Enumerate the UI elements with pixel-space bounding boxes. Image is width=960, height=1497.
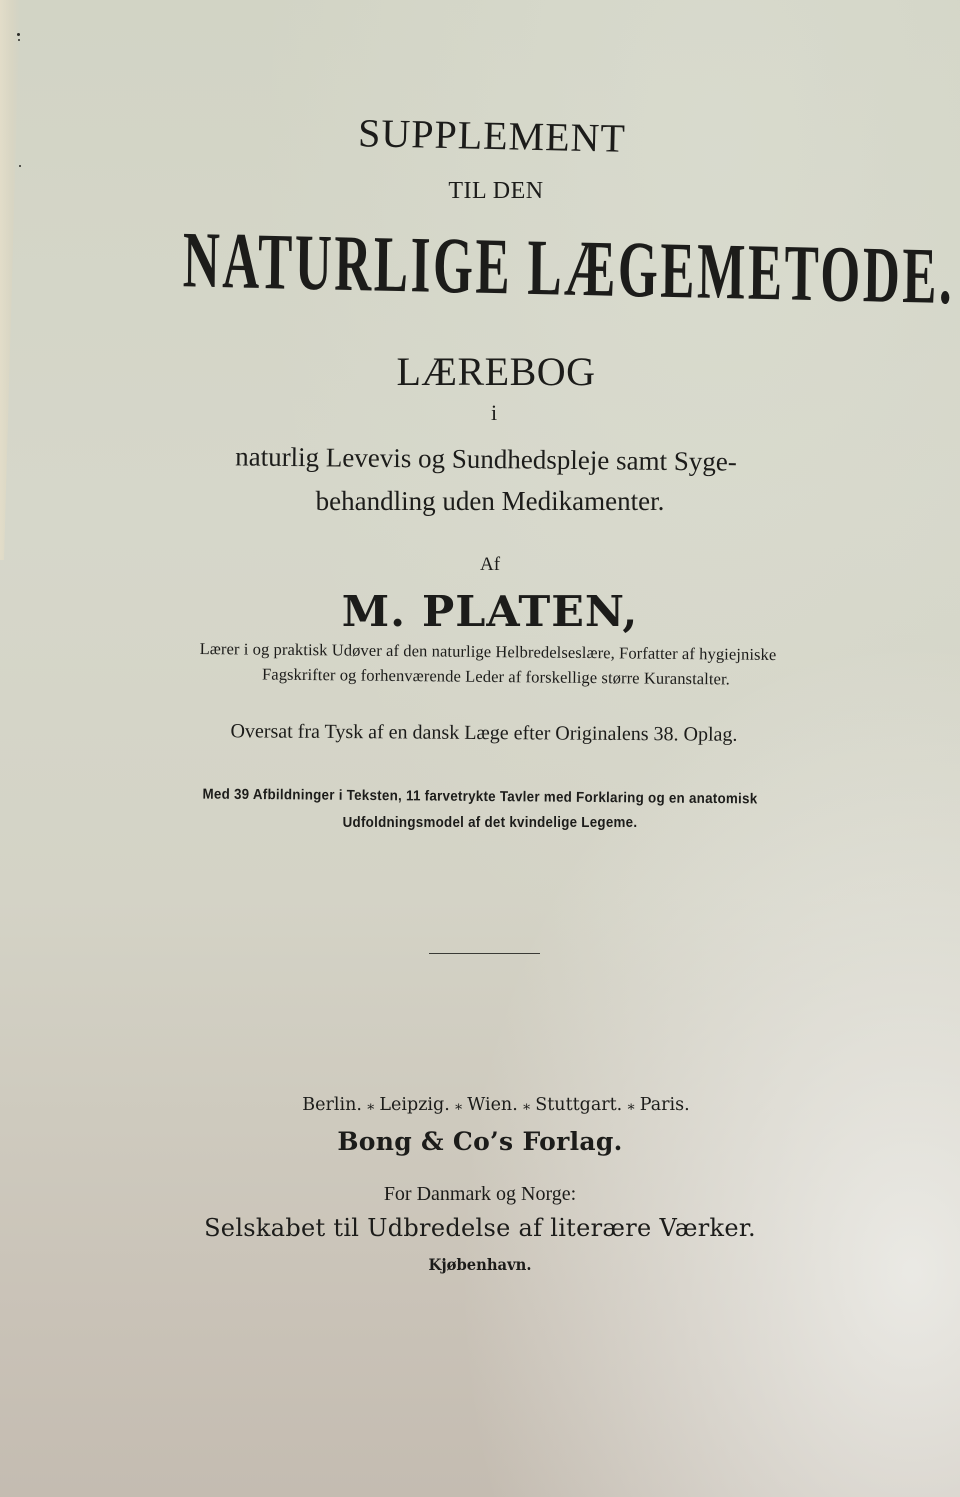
connector-i: i	[490, 400, 498, 425]
subtitle-line-1: naturlig Levevis og Sundhedspleje samt Syge-	[235, 441, 737, 477]
heading-laerebog: LÆREBOG	[396, 349, 596, 394]
byline-af: Af	[479, 554, 501, 575]
illustrations-note-line-1: Med 39 Afbildninger i Teksten, 11 farvetrykte Tavler med Forklaring og en anatomisk	[202, 786, 758, 808]
author-credentials-line-2: Fagskrifter og forhenværende Leder af forskellige større Kuranstalter.	[261, 664, 731, 689]
main-title: NATURLIGE LÆGEMETODE.	[182, 216, 955, 322]
asterisk-separator-icon: ∗	[453, 1099, 464, 1115]
city-stuttgart: Stuttgart.	[535, 1095, 623, 1115]
heading-supplement: SUPPLEMENT	[357, 110, 627, 161]
ink-speck	[19, 165, 21, 167]
heading-til-den: TIL DEN	[448, 178, 544, 204]
illustrations-note-line-2: Udfoldningsmodel af det kvindelige Legeme.	[342, 815, 638, 831]
publisher-cities	[16, 1095, 960, 1115]
city-paris: Paris.	[639, 1095, 690, 1115]
subtitle-line-2: behandling uden Medikamenter.	[315, 486, 665, 516]
publisher-name: Bong & Co’s Forlag.	[337, 1127, 623, 1156]
city-leipzig: Leipzig.	[379, 1095, 450, 1115]
author-name: M. PLATEN,	[341, 587, 639, 636]
publication-location: Kjøbenhavn.	[428, 1255, 532, 1274]
asterisk-separator-icon: ∗	[521, 1099, 532, 1115]
asterisk-separator-icon: ∗	[365, 1099, 376, 1115]
distributor-name: Selskabet til Udbredelse af literære Værker.	[204, 1213, 756, 1242]
translation-note: Oversat fra Tysk af en dansk Læge efter Originalens 38. Oplag.	[230, 720, 738, 746]
for-countries: For Danmark og Norge:	[383, 1183, 577, 1205]
ink-speck	[18, 39, 20, 41]
divider-rule	[429, 953, 540, 954]
city-wien: Wien.	[467, 1095, 518, 1115]
page-edge	[0, 0, 20, 560]
ink-speck	[17, 33, 20, 36]
author-credentials-line-1: Lærer i og praktisk Udøver af den naturlige Helbredelseslære, Forfatter af hygiejniske	[199, 638, 777, 665]
city-berlin: Berlin.	[302, 1095, 362, 1115]
asterisk-separator-icon: ∗	[626, 1099, 636, 1115]
